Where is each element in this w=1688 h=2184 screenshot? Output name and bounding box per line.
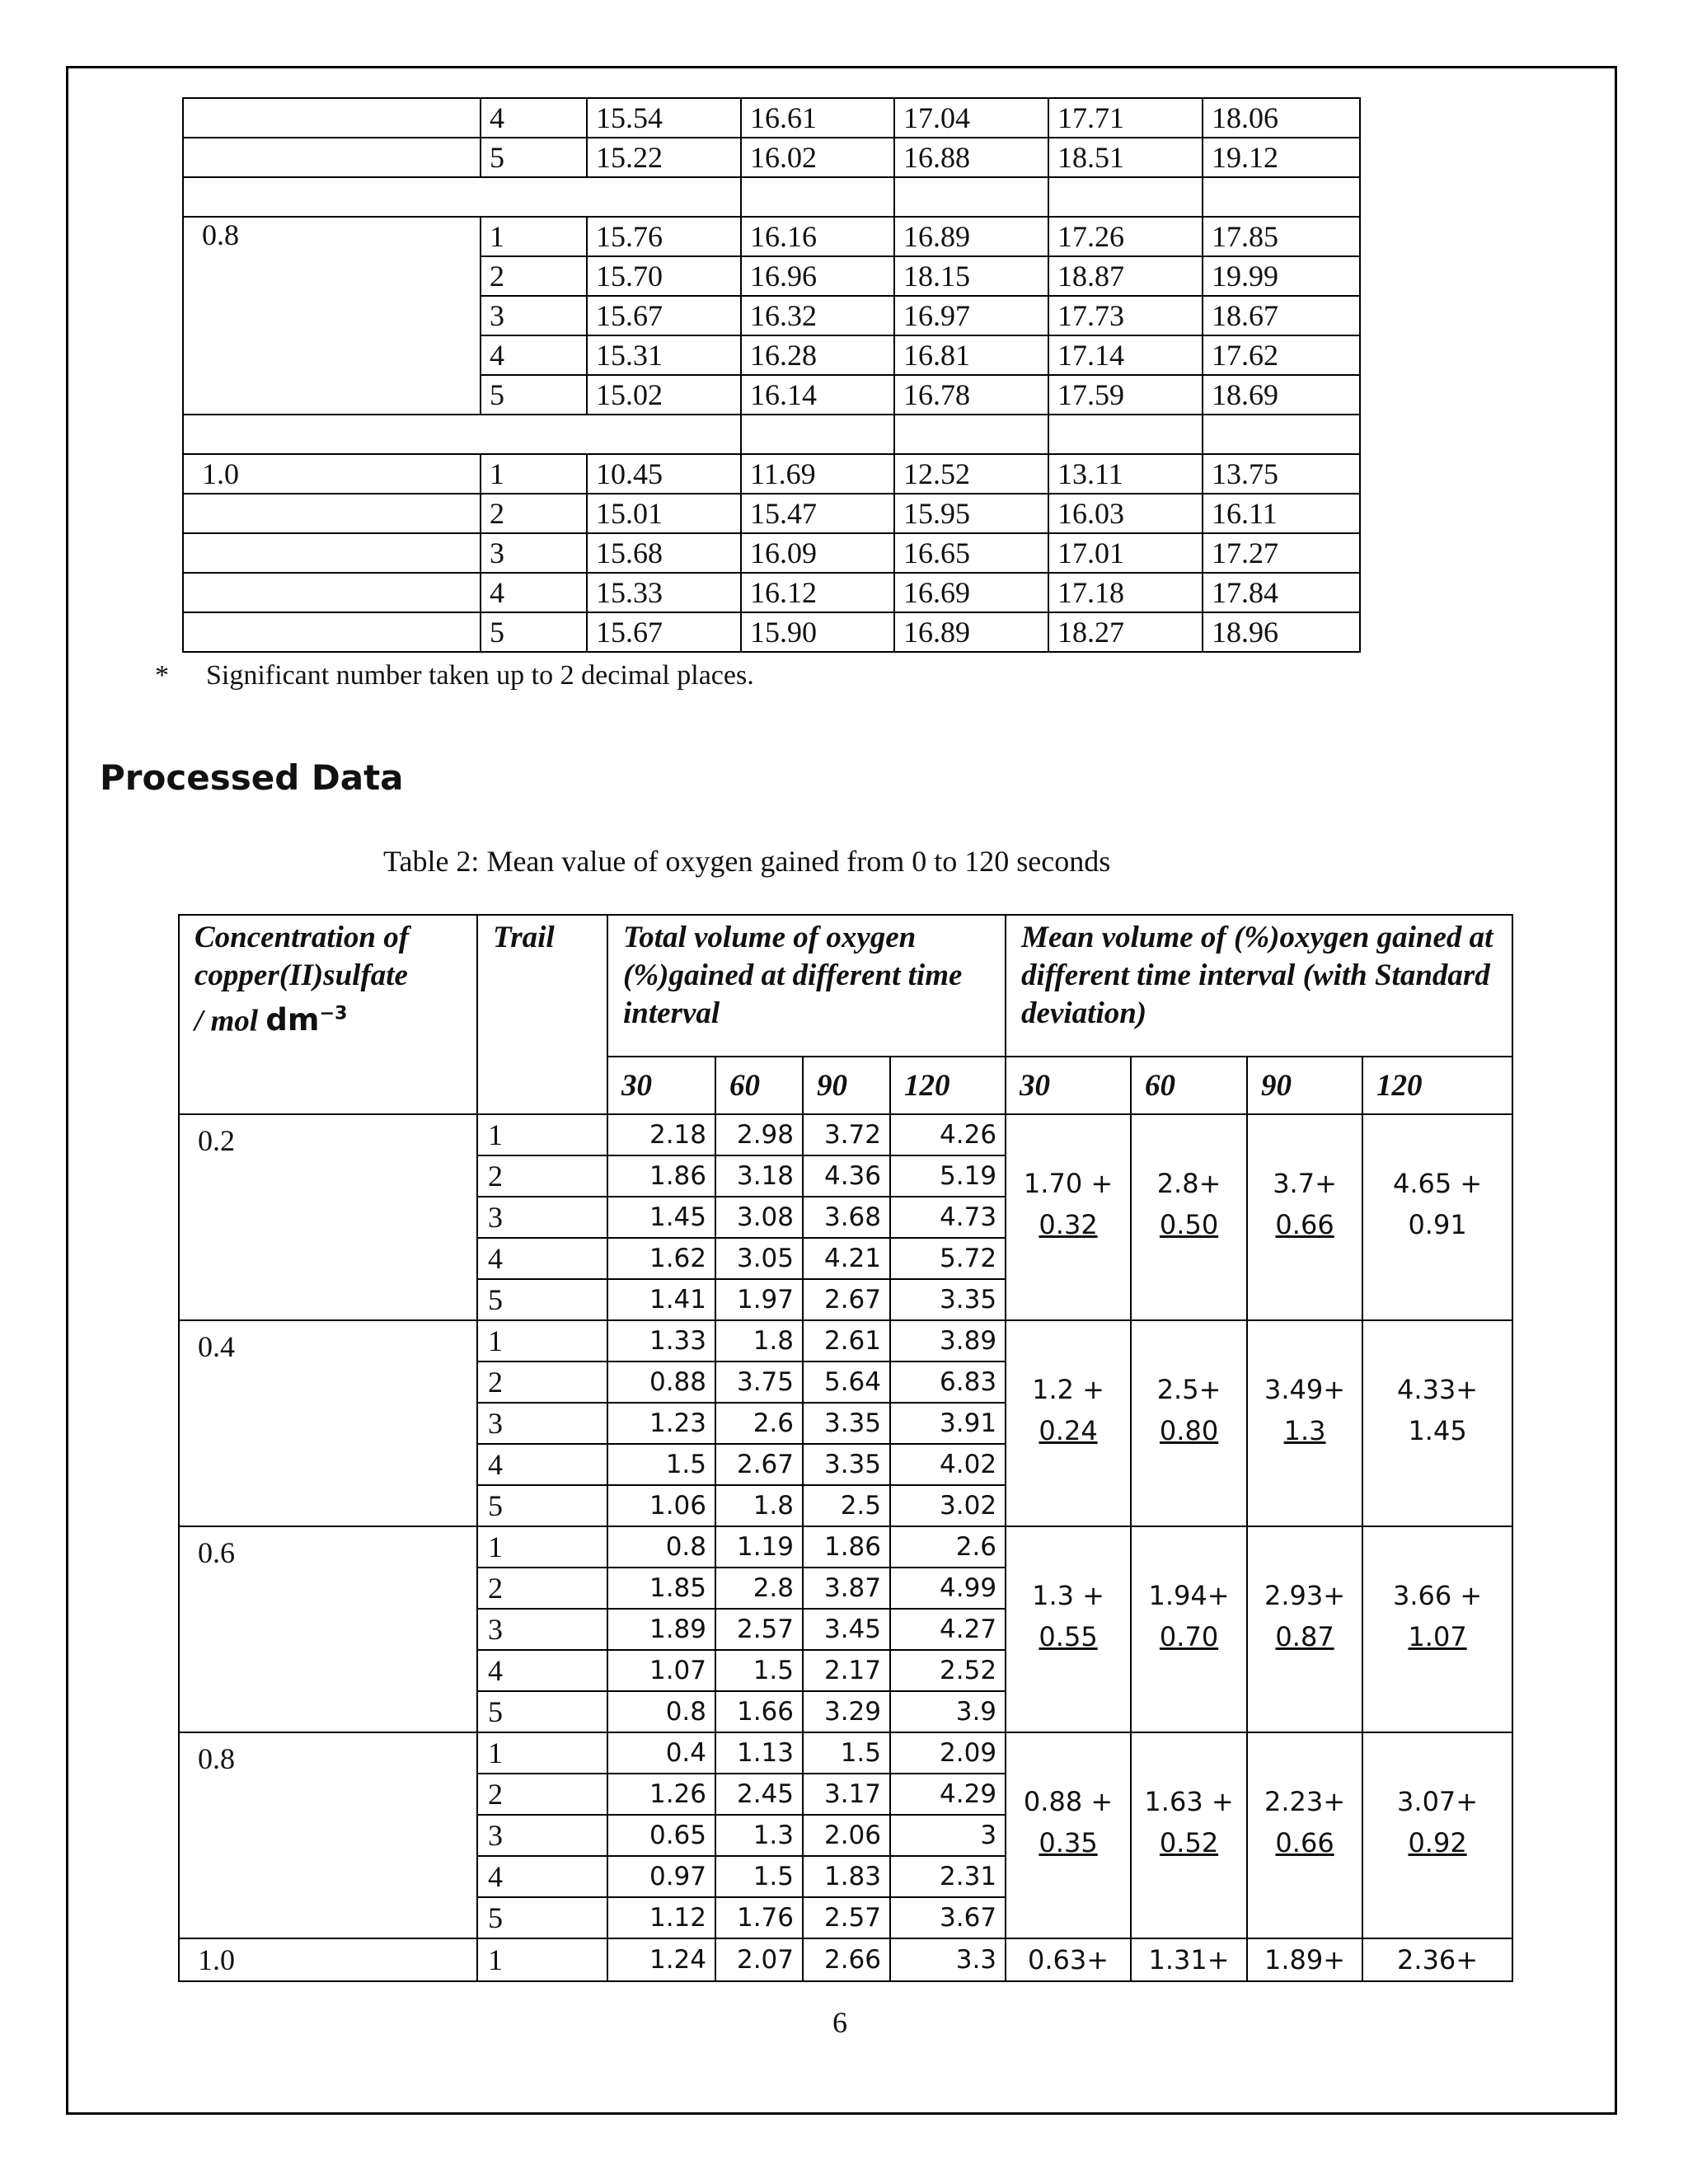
value-cell: 17.71 xyxy=(1048,98,1203,138)
value-cell: 2.57 xyxy=(715,1609,803,1650)
value-cell: 16.16 xyxy=(741,217,894,256)
concentration-cell xyxy=(183,533,481,573)
value-cell: 15.33 xyxy=(587,573,741,612)
spacer-row xyxy=(183,177,1360,217)
footnote-text: Significant number taken up to 2 decimal places. xyxy=(206,660,754,691)
spacer-cell xyxy=(741,415,894,454)
table-row xyxy=(183,573,1360,612)
mean-value: 3.7+ xyxy=(1273,1168,1337,1199)
value-cell: 17.73 xyxy=(1048,296,1203,335)
header-unit-exp: −3 xyxy=(319,1003,348,1024)
trial-cell: 2 xyxy=(477,1361,607,1403)
value-cell: 2.06 xyxy=(803,1815,890,1856)
table-row xyxy=(183,533,1360,573)
value-cell: 13.75 xyxy=(1203,454,1360,494)
header-mean-time-120: 120 xyxy=(1362,1057,1512,1114)
value-cell: 16.12 xyxy=(741,573,894,612)
value-cell: 2.18 xyxy=(607,1114,715,1155)
mean-value: 0.88 + xyxy=(1023,1786,1114,1817)
value-cell: 3.45 xyxy=(803,1609,890,1650)
trial-cell: 2 xyxy=(477,1774,607,1815)
value-cell: 1.86 xyxy=(607,1155,715,1197)
value-cell: 4.26 xyxy=(890,1114,1006,1155)
footnote-symbol: * xyxy=(155,660,169,691)
table-caption: Table 2: Mean value of oxygen gained from 0 to 120 seconds xyxy=(383,845,1111,878)
trial-cell: 5 xyxy=(481,375,587,415)
value-cell: 1.33 xyxy=(607,1320,715,1361)
value-cell: 1.23 xyxy=(607,1403,715,1444)
mean-value: 1.94+ xyxy=(1148,1580,1230,1611)
value-cell: 3.91 xyxy=(890,1403,1006,1444)
value-cell: 15.01 xyxy=(587,494,741,533)
value-cell: 17.14 xyxy=(1048,335,1203,375)
value-cell: 3 xyxy=(890,1815,1006,1856)
value-cell: 4.02 xyxy=(890,1444,1006,1485)
value-cell: 2.17 xyxy=(803,1650,890,1691)
mean-value: 1.63 + xyxy=(1144,1786,1234,1817)
concentration-cell: 0.8 xyxy=(183,217,481,415)
mean-cell xyxy=(1131,1732,1247,1938)
value-cell: 3.9 xyxy=(890,1691,1006,1732)
trial-cell: 5 xyxy=(481,138,587,177)
trial-cell: 2 xyxy=(477,1155,607,1197)
trial-cell: 5 xyxy=(477,1485,607,1526)
value-cell: 1.62 xyxy=(607,1238,715,1279)
header-unit-base: dm xyxy=(265,1002,320,1038)
mean-cell xyxy=(1362,1732,1512,1938)
mean-value: 1.31+ xyxy=(1148,1944,1230,1975)
value-cell: 2.6 xyxy=(715,1403,803,1444)
mean-cell xyxy=(1362,1320,1512,1526)
standard-deviation: 0.52 xyxy=(1159,1827,1219,1858)
value-cell: 0.88 xyxy=(607,1361,715,1403)
header-mean-time-90: 90 xyxy=(1247,1057,1362,1114)
value-cell: 16.09 xyxy=(741,533,894,573)
standard-deviation: 0.87 xyxy=(1275,1621,1334,1652)
value-cell: 17.27 xyxy=(1203,533,1360,573)
value-cell: 16.61 xyxy=(741,98,894,138)
mean-value: 1.89+ xyxy=(1264,1944,1346,1975)
value-cell: 1.66 xyxy=(715,1691,803,1732)
value-cell: 0.4 xyxy=(607,1732,715,1774)
mean-cell xyxy=(1362,1938,1512,1981)
concentration-cell: 0.6 xyxy=(179,1526,477,1732)
value-cell: 15.31 xyxy=(587,335,741,375)
standard-deviation: 0.70 xyxy=(1159,1621,1219,1652)
header-concentration xyxy=(179,915,477,1114)
value-cell: 15.67 xyxy=(587,612,741,652)
trial-cell: 4 xyxy=(481,573,587,612)
spacer-cell xyxy=(1048,177,1203,217)
value-cell: 2.8 xyxy=(715,1568,803,1609)
standard-deviation: 0.55 xyxy=(1039,1621,1098,1652)
value-cell: 2.31 xyxy=(890,1856,1006,1897)
value-cell: 15.68 xyxy=(587,533,741,573)
value-cell: 5.64 xyxy=(803,1361,890,1403)
standard-deviation: 0.80 xyxy=(1159,1415,1219,1446)
value-cell: 1.83 xyxy=(803,1856,890,1897)
spacer-cell xyxy=(894,415,1048,454)
standard-deviation: 0.24 xyxy=(1039,1415,1098,1446)
mean-cell xyxy=(1006,1320,1131,1526)
value-cell: 4.36 xyxy=(803,1155,890,1197)
value-cell: 2.07 xyxy=(715,1938,803,1981)
value-cell: 1.26 xyxy=(607,1774,715,1815)
trial-cell: 3 xyxy=(477,1197,607,1238)
value-cell: 16.28 xyxy=(741,335,894,375)
mean-value: 3.66 + xyxy=(1392,1580,1483,1611)
value-cell: 1.45 xyxy=(607,1197,715,1238)
value-cell: 17.04 xyxy=(894,98,1048,138)
standard-deviation: 1.45 xyxy=(1408,1415,1467,1446)
value-cell: 2.67 xyxy=(803,1279,890,1320)
value-cell: 16.88 xyxy=(894,138,1048,177)
header-trail: Trail xyxy=(477,915,607,1114)
value-cell: 3.02 xyxy=(890,1485,1006,1526)
value-cell: 18.51 xyxy=(1048,138,1203,177)
value-cell: 18.69 xyxy=(1203,375,1360,415)
value-cell: 19.99 xyxy=(1203,256,1360,296)
trial-cell: 2 xyxy=(481,256,587,296)
mean-cell xyxy=(1006,1938,1131,1981)
trial-cell: 3 xyxy=(477,1403,607,1444)
value-cell: 0.8 xyxy=(607,1526,715,1568)
trial-cell: 3 xyxy=(477,1815,607,1856)
value-cell: 3.89 xyxy=(890,1320,1006,1361)
mean-value: 2.5+ xyxy=(1156,1374,1221,1405)
value-cell: 1.5 xyxy=(803,1732,890,1774)
value-cell: 1.5 xyxy=(607,1444,715,1485)
header-time-120: 120 xyxy=(890,1057,1006,1114)
trial-cell: 5 xyxy=(477,1279,607,1320)
value-cell: 1.06 xyxy=(607,1485,715,1526)
trial-cell: 4 xyxy=(477,1856,607,1897)
trial-cell: 2 xyxy=(477,1568,607,1609)
concentration-cell: 0.4 xyxy=(179,1320,477,1526)
concentration-cell xyxy=(183,98,481,138)
trial-cell: 1 xyxy=(477,1938,607,1981)
trial-cell: 1 xyxy=(481,217,587,256)
spacer-cell xyxy=(183,177,741,217)
value-cell: 3.3 xyxy=(890,1938,1006,1981)
mean-cell xyxy=(1006,1732,1131,1938)
value-cell: 17.18 xyxy=(1048,573,1203,612)
footnote xyxy=(155,659,754,692)
trial-cell: 5 xyxy=(477,1897,607,1938)
mean-value: 2.23+ xyxy=(1264,1786,1346,1817)
value-cell: 1.8 xyxy=(715,1320,803,1361)
value-cell: 1.5 xyxy=(715,1856,803,1897)
mean-cell xyxy=(1131,1938,1247,1981)
value-cell: 4.27 xyxy=(890,1609,1006,1650)
mean-cell xyxy=(1131,1320,1247,1526)
mean-cell xyxy=(1131,1526,1247,1732)
mean-value: 0.63+ xyxy=(1028,1944,1109,1975)
value-cell: 15.95 xyxy=(894,494,1048,533)
section-heading: Processed Data xyxy=(100,757,404,798)
value-cell: 15.76 xyxy=(587,217,741,256)
concentration-cell: 1.0 xyxy=(179,1938,477,1981)
value-cell: 16.69 xyxy=(894,573,1048,612)
value-cell: 1.13 xyxy=(715,1732,803,1774)
table-row xyxy=(183,612,1360,652)
value-cell: 1.5 xyxy=(715,1650,803,1691)
value-cell: 17.85 xyxy=(1203,217,1360,256)
trial-cell: 1 xyxy=(477,1526,607,1568)
value-cell: 16.02 xyxy=(741,138,894,177)
value-cell: 17.01 xyxy=(1048,533,1203,573)
value-cell: 1.8 xyxy=(715,1485,803,1526)
value-cell: 11.69 xyxy=(741,454,894,494)
value-cell: 4.99 xyxy=(890,1568,1006,1609)
value-cell: 16.78 xyxy=(894,375,1048,415)
trial-cell: 3 xyxy=(477,1609,607,1650)
value-cell: 2.52 xyxy=(890,1650,1006,1691)
table-row xyxy=(179,1526,1512,1568)
trial-cell: 1 xyxy=(477,1320,607,1361)
value-cell: 3.87 xyxy=(803,1568,890,1609)
spacer-cell xyxy=(894,177,1048,217)
header-mean-time-60: 60 xyxy=(1131,1057,1247,1114)
value-cell: 1.19 xyxy=(715,1526,803,1568)
header-mean-time-30: 30 xyxy=(1006,1057,1131,1114)
concentration-cell: 1.0 xyxy=(183,454,481,494)
processed-data-table xyxy=(178,914,1513,1982)
value-cell: 2.98 xyxy=(715,1114,803,1155)
value-cell: 15.67 xyxy=(587,296,741,335)
trial-cell: 3 xyxy=(481,533,587,573)
page-number: 6 xyxy=(832,2006,847,2039)
table-row xyxy=(179,1732,1512,1774)
standard-deviation: 0.35 xyxy=(1039,1827,1098,1858)
concentration-cell xyxy=(183,612,481,652)
concentration-cell: 0.2 xyxy=(179,1114,477,1320)
value-cell: 3.35 xyxy=(890,1279,1006,1320)
value-cell: 13.11 xyxy=(1048,454,1203,494)
mean-value: 1.3 + xyxy=(1032,1580,1104,1611)
standard-deviation: 1.3 xyxy=(1283,1415,1326,1446)
standard-deviation: 1.07 xyxy=(1408,1621,1467,1652)
value-cell: 10.45 xyxy=(587,454,741,494)
value-cell: 2.66 xyxy=(803,1938,890,1981)
trial-cell: 5 xyxy=(477,1691,607,1732)
value-cell: 1.89 xyxy=(607,1609,715,1650)
value-cell: 2.5 xyxy=(803,1485,890,1526)
spacer-cell xyxy=(741,177,894,217)
value-cell: 15.70 xyxy=(587,256,741,296)
table-row xyxy=(183,494,1360,533)
value-cell: 2.57 xyxy=(803,1897,890,1938)
value-cell: 16.32 xyxy=(741,296,894,335)
header-time-30: 30 xyxy=(607,1057,715,1114)
mean-cell xyxy=(1247,1320,1362,1526)
standard-deviation: 0.32 xyxy=(1039,1209,1098,1240)
spacer-cell xyxy=(183,415,741,454)
value-cell: 0.97 xyxy=(607,1856,715,1897)
header-total-volume: Total volume of oxygen (%)gained at different time interval xyxy=(607,915,1006,1057)
spacer-cell xyxy=(1048,415,1203,454)
trial-cell: 4 xyxy=(481,98,587,138)
value-cell: 3.72 xyxy=(803,1114,890,1155)
trial-cell: 4 xyxy=(477,1650,607,1691)
value-cell: 18.06 xyxy=(1203,98,1360,138)
value-cell: 3.17 xyxy=(803,1774,890,1815)
mean-value: 2.8+ xyxy=(1156,1168,1221,1199)
mean-value: 1.70 + xyxy=(1023,1168,1114,1199)
value-cell: 15.22 xyxy=(587,138,741,177)
value-cell: 16.65 xyxy=(894,533,1048,573)
value-cell: 1.97 xyxy=(715,1279,803,1320)
mean-value: 2.36+ xyxy=(1397,1944,1479,1975)
trial-cell: 4 xyxy=(481,335,587,375)
value-cell: 3.67 xyxy=(890,1897,1006,1938)
value-cell: 17.26 xyxy=(1048,217,1203,256)
spacer-row xyxy=(183,415,1360,454)
value-cell: 1.24 xyxy=(607,1938,715,1981)
value-cell: 15.90 xyxy=(741,612,894,652)
value-cell: 16.03 xyxy=(1048,494,1203,533)
value-cell: 2.61 xyxy=(803,1320,890,1361)
trial-cell: 4 xyxy=(477,1238,607,1279)
value-cell: 16.89 xyxy=(894,612,1048,652)
mean-cell xyxy=(1362,1526,1512,1732)
mean-cell xyxy=(1247,1114,1362,1320)
table-row xyxy=(183,138,1360,177)
value-cell: 3.05 xyxy=(715,1238,803,1279)
value-cell: 1.85 xyxy=(607,1568,715,1609)
header-unit xyxy=(265,1002,347,1038)
value-cell: 1.86 xyxy=(803,1526,890,1568)
standard-deviation: 0.50 xyxy=(1159,1209,1219,1240)
standard-deviation: 0.66 xyxy=(1275,1827,1334,1858)
mean-value: 4.65 + xyxy=(1392,1168,1483,1199)
table-row xyxy=(179,1114,1512,1155)
mean-cell xyxy=(1247,1526,1362,1732)
mean-value: 2.93+ xyxy=(1264,1580,1346,1611)
value-cell: 16.89 xyxy=(894,217,1048,256)
value-cell: 3.18 xyxy=(715,1155,803,1197)
value-cell: 1.41 xyxy=(607,1279,715,1320)
standard-deviation: 0.92 xyxy=(1408,1827,1467,1858)
value-cell: 17.84 xyxy=(1203,573,1360,612)
value-cell: 18.67 xyxy=(1203,296,1360,335)
trial-cell: 1 xyxy=(481,454,587,494)
value-cell: 16.97 xyxy=(894,296,1048,335)
value-cell: 19.12 xyxy=(1203,138,1360,177)
header-time-90: 90 xyxy=(803,1057,890,1114)
mean-cell xyxy=(1131,1114,1247,1320)
concentration-cell xyxy=(183,138,481,177)
raw-data-table xyxy=(182,97,1361,653)
trial-cell: 3 xyxy=(481,296,587,335)
value-cell: 1.07 xyxy=(607,1650,715,1691)
value-cell: 3.35 xyxy=(803,1403,890,1444)
value-cell: 18.27 xyxy=(1048,612,1203,652)
trial-cell: 1 xyxy=(477,1732,607,1774)
mean-value: 3.49+ xyxy=(1264,1374,1346,1405)
value-cell: 2.45 xyxy=(715,1774,803,1815)
value-cell: 2.6 xyxy=(890,1526,1006,1568)
value-cell: 15.47 xyxy=(741,494,894,533)
mean-value: 4.33+ xyxy=(1397,1374,1479,1405)
concentration-cell xyxy=(183,573,481,612)
mean-cell xyxy=(1247,1732,1362,1938)
value-cell: 4.73 xyxy=(890,1197,1006,1238)
trial-cell: 4 xyxy=(477,1444,607,1485)
header-mean-volume: Mean volume of (%)oxygen gained at different time interval (with Standard deviation) xyxy=(1006,915,1512,1057)
value-cell: 18.96 xyxy=(1203,612,1360,652)
trial-cell: 5 xyxy=(481,612,587,652)
value-cell: 18.87 xyxy=(1048,256,1203,296)
table-row xyxy=(183,98,1360,138)
value-cell: 1.76 xyxy=(715,1897,803,1938)
value-cell: 3.35 xyxy=(803,1444,890,1485)
value-cell: 2.09 xyxy=(890,1732,1006,1774)
trial-cell: 1 xyxy=(477,1114,607,1155)
value-cell: 2.67 xyxy=(715,1444,803,1485)
trial-cell: 2 xyxy=(481,494,587,533)
header-unit-prefix: / mol xyxy=(195,1004,259,1038)
value-cell: 17.59 xyxy=(1048,375,1203,415)
value-cell: 4.29 xyxy=(890,1774,1006,1815)
value-cell: 4.21 xyxy=(803,1238,890,1279)
value-cell: 5.19 xyxy=(890,1155,1006,1197)
concentration-cell xyxy=(183,494,481,533)
value-cell: 0.8 xyxy=(607,1691,715,1732)
value-cell: 12.52 xyxy=(894,454,1048,494)
value-cell: 16.14 xyxy=(741,375,894,415)
header-time-60: 60 xyxy=(715,1057,803,1114)
mean-cell xyxy=(1362,1114,1512,1320)
value-cell: 17.62 xyxy=(1203,335,1360,375)
spacer-cell xyxy=(1203,177,1360,217)
table-row xyxy=(179,1320,1512,1361)
header-concentration-label: Concentration of copper(II)sulfate xyxy=(195,921,410,992)
mean-value: 1.2 + xyxy=(1032,1374,1104,1405)
value-cell: 5.72 xyxy=(890,1238,1006,1279)
mean-cell xyxy=(1247,1938,1362,1981)
value-cell: 16.81 xyxy=(894,335,1048,375)
value-cell: 1.12 xyxy=(607,1897,715,1938)
value-cell: 3.68 xyxy=(803,1197,890,1238)
value-cell: 6.83 xyxy=(890,1361,1006,1403)
value-cell: 18.15 xyxy=(894,256,1048,296)
value-cell: 15.54 xyxy=(587,98,741,138)
mean-cell xyxy=(1006,1114,1131,1320)
mean-value: 3.07+ xyxy=(1397,1786,1479,1817)
value-cell: 15.02 xyxy=(587,375,741,415)
value-cell: 1.3 xyxy=(715,1815,803,1856)
value-cell: 16.11 xyxy=(1203,494,1360,533)
table-row xyxy=(179,1938,1512,1981)
standard-deviation: 0.66 xyxy=(1275,1209,1334,1240)
concentration-cell: 0.8 xyxy=(179,1732,477,1938)
value-cell: 16.96 xyxy=(741,256,894,296)
standard-deviation: 0.91 xyxy=(1408,1209,1467,1240)
table-row xyxy=(183,454,1360,494)
spacer-cell xyxy=(1203,415,1360,454)
value-cell: 3.75 xyxy=(715,1361,803,1403)
value-cell: 3.29 xyxy=(803,1691,890,1732)
table-row xyxy=(183,217,1360,256)
mean-cell xyxy=(1006,1526,1131,1732)
value-cell: 0.65 xyxy=(607,1815,715,1856)
value-cell: 3.08 xyxy=(715,1197,803,1238)
